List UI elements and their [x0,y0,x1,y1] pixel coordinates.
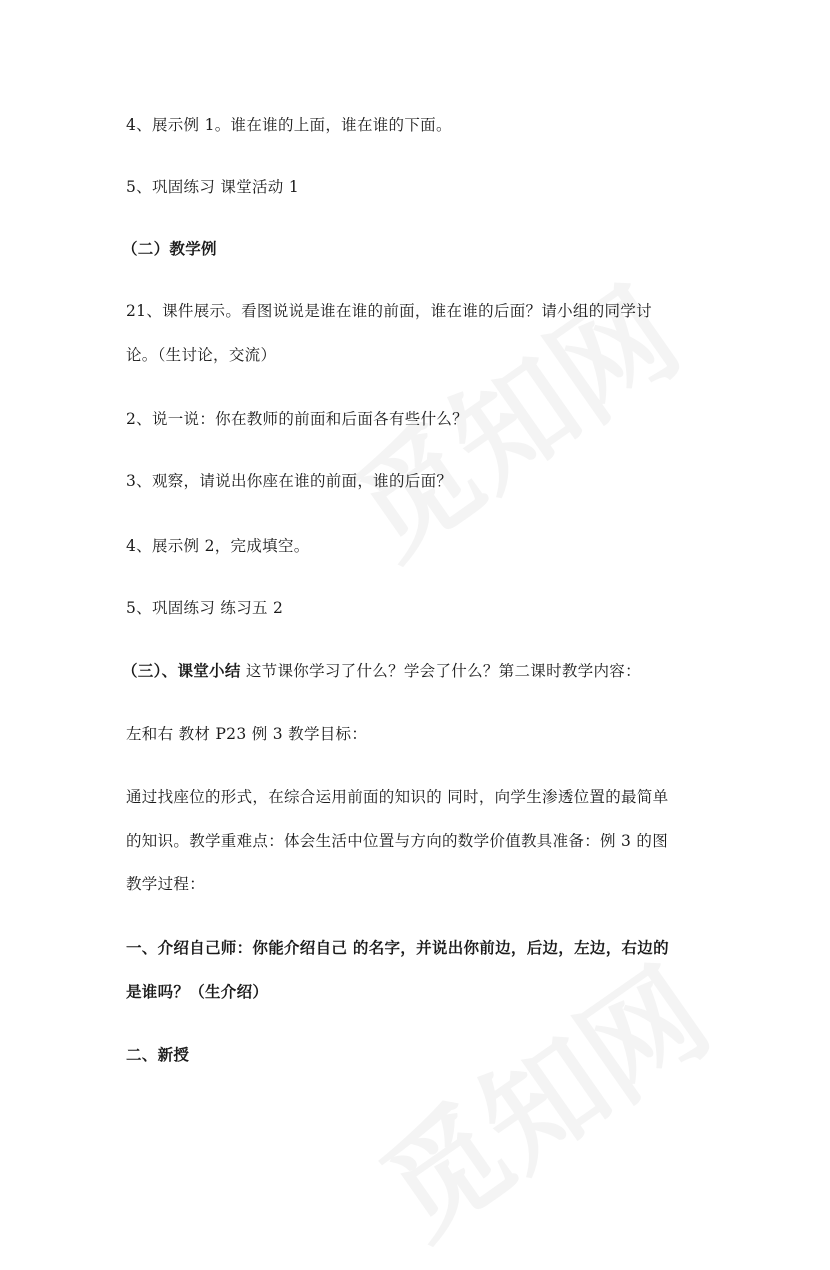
paragraph-line: 的知识。教学重难点：体会生活中位置与方向的数学价值教具准备：例 3 的图 [126,832,669,850]
paragraph-line: 论。（生讨论，交流） [126,346,277,364]
paragraph-line: 3、观察，请说出你座在谁的前面，谁的后面？ [126,472,453,490]
paragraph-line: 4、展示例 2，完成填空。 [126,537,310,555]
paragraph-text: 这节课你学习了什么？学会了什么？第二课时教学内容： [240,662,641,680]
section-heading: （二）教学例 [122,239,217,258]
paragraph-line [122,661,722,681]
section-heading: 一、介绍自己师：你能介绍自己 的名字，并说出你前边，后边，左边，右边的 [126,938,669,957]
paragraph-line: 21、课件展示。看图说说是谁在谁的前面，谁在谁的后面？请小组的同学讨 [126,302,652,320]
paragraph-line: 2、说一说：你在教师的前面和后面各有些什么？ [126,410,468,428]
section-heading: （三）、课堂小结 [122,661,241,680]
section-heading: 二、新授 [126,1045,190,1064]
paragraph-line: 5、巩固练习 练习五 2 [126,599,284,617]
paragraph-line: 教学过程： [126,875,206,893]
section-heading: 是谁吗？（生介绍） [126,982,269,1001]
paragraph-line: 5、巩固练习 课堂活动 1 [126,178,299,196]
watermark [343,922,737,1269]
paragraph-line: 通过找座位的形式，在综合运用前面的知识的 同时，向学生渗透位置的最简单 [126,788,669,806]
paragraph-line: 左和右 教材 P23 例 3 教学目标： [126,725,368,743]
paragraph-line: 4、展示例 1。谁在谁的上面，谁在谁的下面。 [126,116,452,134]
